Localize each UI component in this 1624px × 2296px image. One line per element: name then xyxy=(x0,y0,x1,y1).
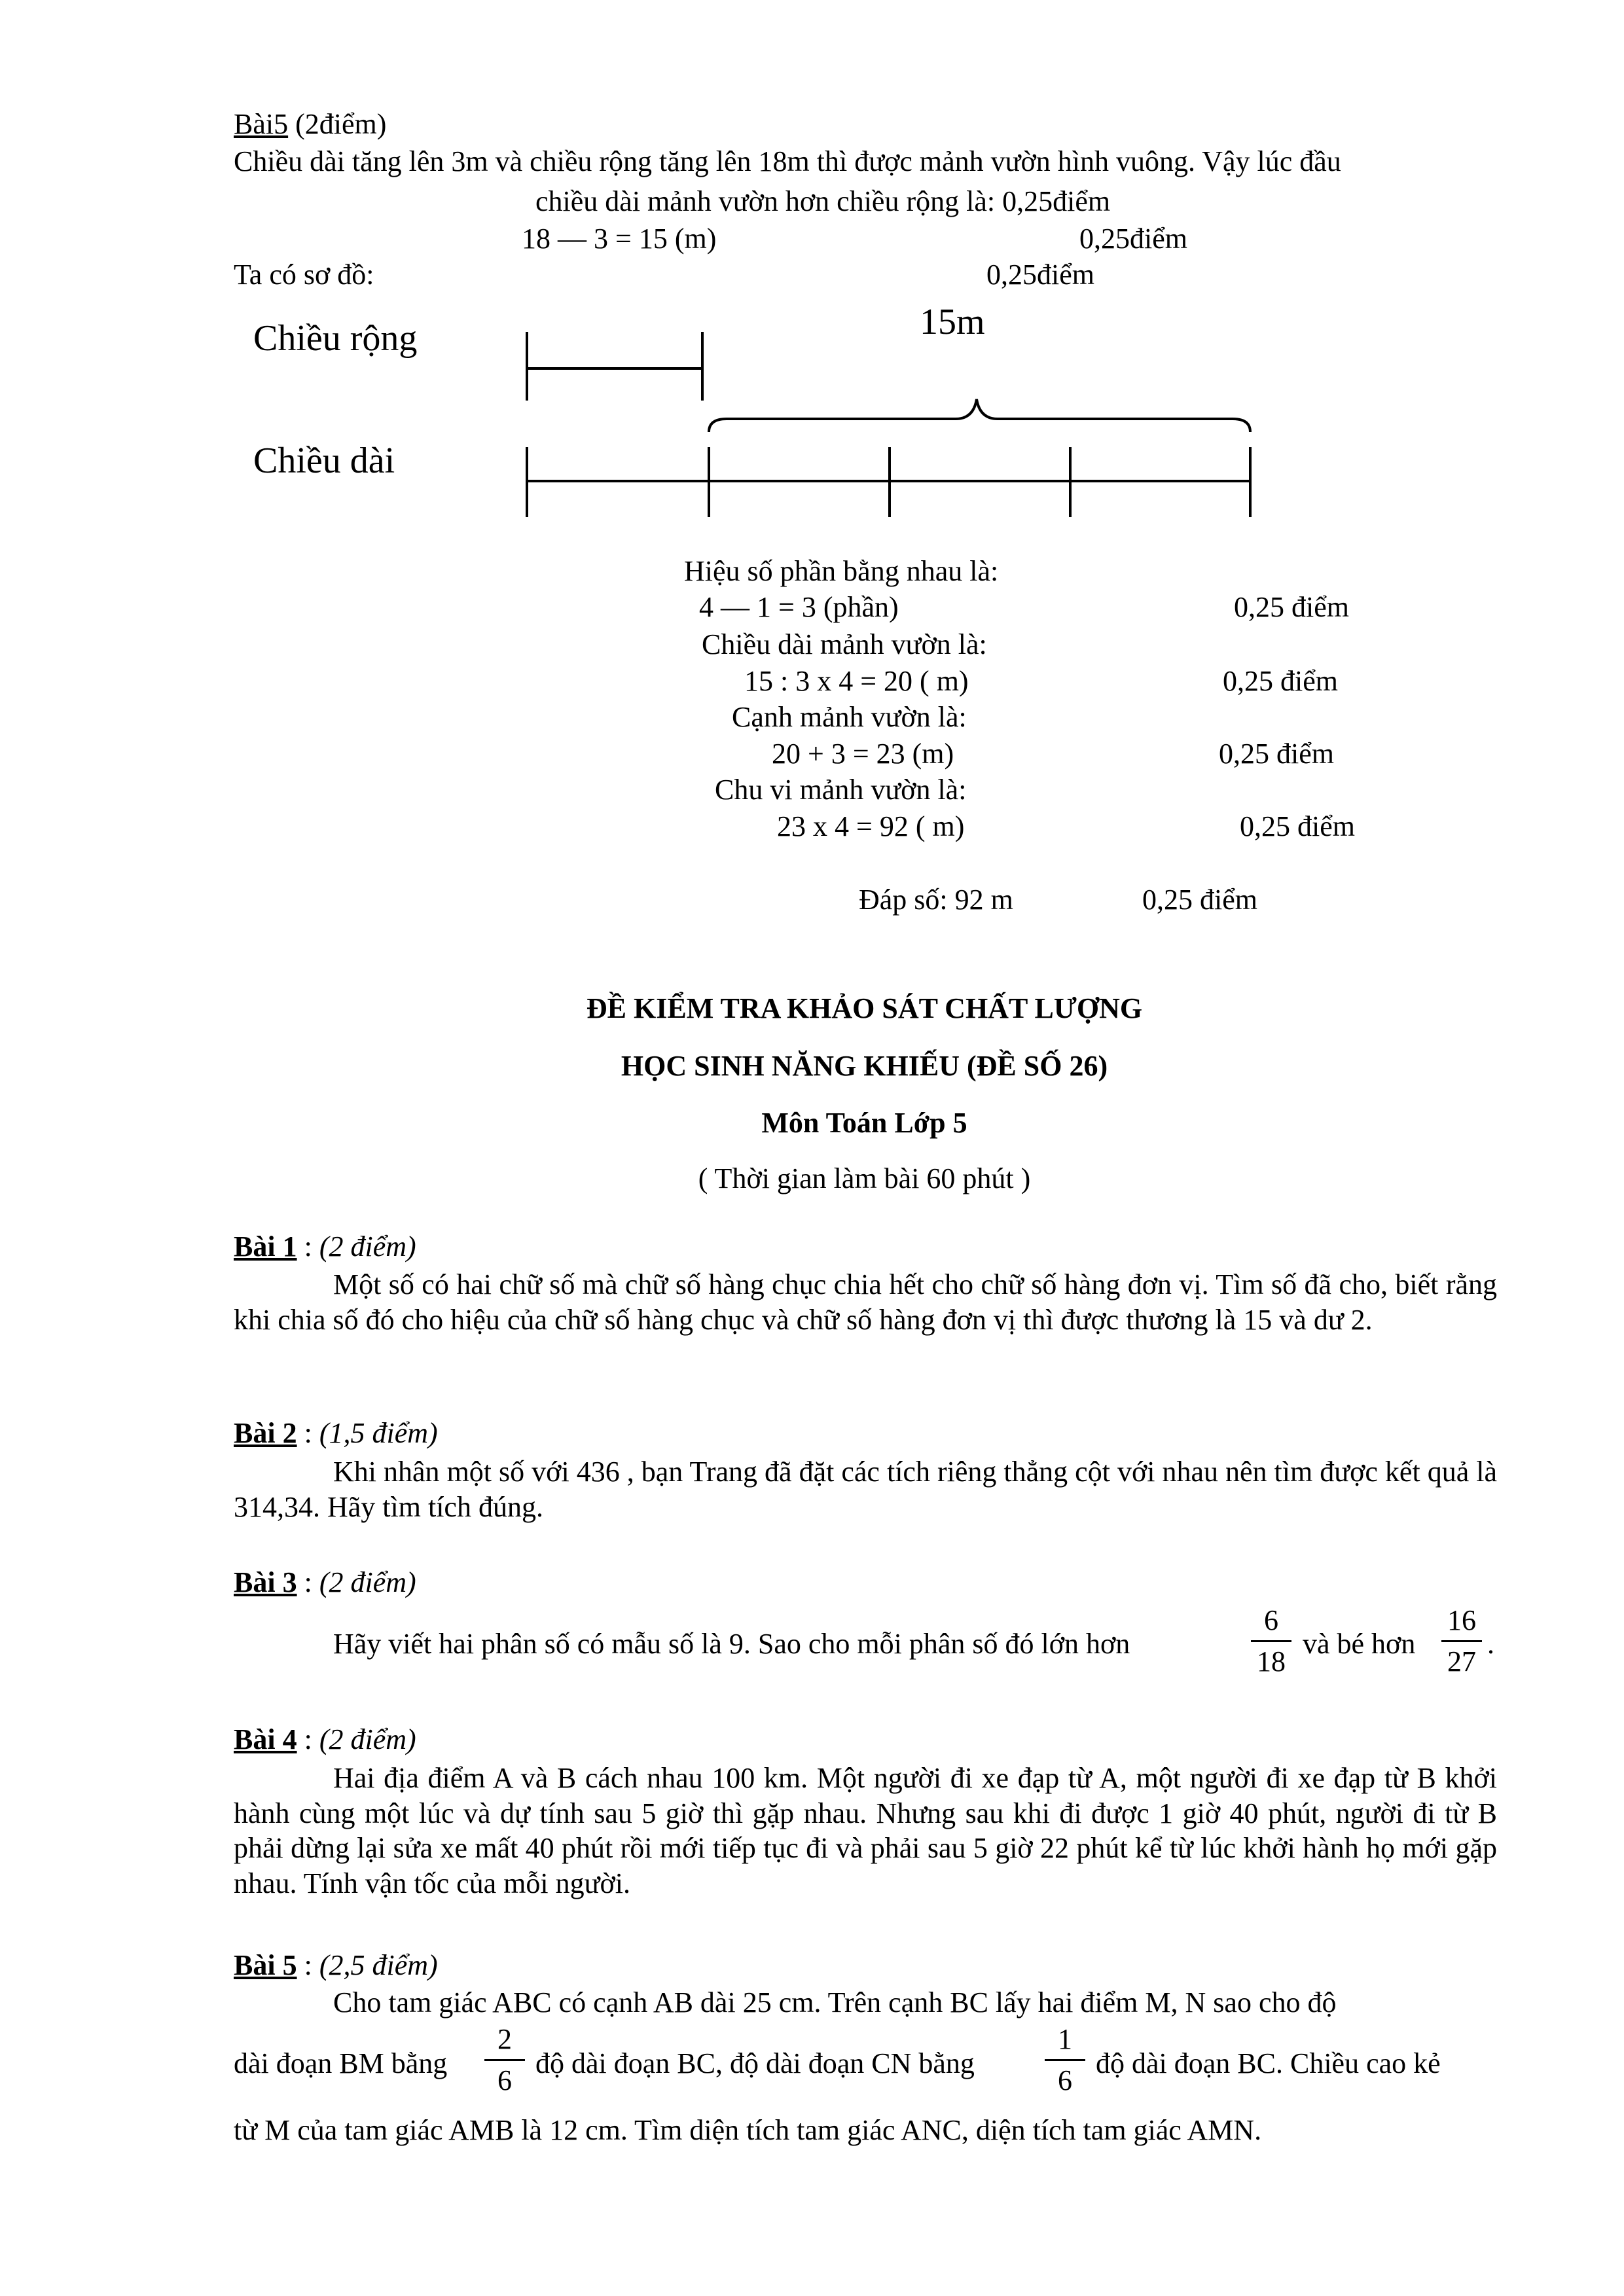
exam-title-1: ĐỀ KIỂM TRA KHẢO SÁT CHẤT LƯỢNG xyxy=(586,992,1143,1024)
exam-subject: Môn Toán Lớp 5 xyxy=(761,1107,967,1139)
step-4-label: Chu vi mảnh vườn là: xyxy=(715,774,967,806)
problem-5-line-1: Cho tam giác ABC có cạnh AB dài 25 cm. Trên cạnh BC lấy hai điểm M, N sao cho độ xyxy=(333,1986,1337,2018)
problem-5-line-3: từ M của tam giác AMB là 12 cm. Tìm diện tích tam giác ANC, diện tích tam giác AMN. xyxy=(234,2114,1262,2146)
problem-5-line-2a: dài đoạn BM bằng xyxy=(234,2047,448,2079)
step-3-points: 0,25 điểm xyxy=(1219,738,1334,770)
problem-1-label: Bài 1 xyxy=(234,1230,297,1263)
problem-4-label: Bài 4 xyxy=(234,1723,297,1755)
problem-3-label: Bài 3 xyxy=(234,1566,297,1598)
problem-5-line-2c: độ dài đoạn BC. Chiều cao kẻ xyxy=(1096,2047,1441,2079)
problem-5-fraction-1 xyxy=(482,2024,528,2097)
problem-2-text: Khi nhân một số với 436 , bạn Trang đã đặt các tích riêng thẳng cột với nhau nên tìm được kết quả là 314,34. Hãy tìm tích đúng. xyxy=(234,1456,1497,1523)
problem-5-frac1-den: 6 xyxy=(497,2064,512,2097)
solution-line-4: Ta có sơ đồ: xyxy=(234,259,374,291)
problem-3-frac2-num: 16 xyxy=(1447,1604,1476,1636)
problem-1-points: (2 điểm) xyxy=(319,1230,416,1263)
problem-1-header: Bài 1 : (2 điểm) xyxy=(234,1230,416,1263)
solution-line-3-calc: 18 — 3 = 15 (m) xyxy=(522,223,717,255)
answer-points: 0,25 điểm xyxy=(1142,884,1257,916)
problem-1-text: Một số có hai chữ số mà chữ số hàng chục chia hết cho chữ số hàng đơn vị. Tìm số đã cho, biết rằng khi chia số đó cho hiệu của chữ số hàng chục và chữ số hàng đơn vị thì được thương là 15 và dư 2. xyxy=(234,1268,1497,1336)
answer: Đáp số: 92 m xyxy=(859,884,1013,916)
problem-3-fraction-1 xyxy=(1248,1605,1294,1678)
problem-3-frac1-num: 6 xyxy=(1264,1604,1278,1636)
problem-5-line-2b: độ dài đoạn BC, độ dài đoạn CN bằng xyxy=(535,2047,975,2079)
problem-4-points: (2 điểm) xyxy=(319,1723,416,1755)
problem-3-header: Bài 3 : (2 điểm) xyxy=(234,1566,416,1598)
diagram-label-width: Chiều rộng xyxy=(253,318,418,359)
problem-4-text: Hai địa điểm A và B cách nhau 100 km. Một người đi xe đạp từ A, một người đi xe đạp từ B khởi hành cùng một lúc và dự tính sau 5 giờ thì gặp nhau. Nhưng sau khi đi được 1 giờ 40 phút, người đi từ B phải dừng lại sửa xe mất 40 phút rồi mới tiếp tục đi và phải sau 5 giờ 22 phút kể từ lúc khởi hành họ mới gặp nhau. Tính vận tốc của mỗi người. xyxy=(234,1762,1497,1900)
problem-3-fraction-2 xyxy=(1439,1605,1485,1678)
problem-5-frac2-num: 1 xyxy=(1058,2023,1072,2055)
step-1-label: Hiệu số phần bằng nhau là: xyxy=(684,555,999,587)
step-1-points: 0,25 điểm xyxy=(1234,591,1349,623)
problem-3-points: (2 điểm) xyxy=(319,1566,416,1598)
solution-heading-label: Bài5 xyxy=(234,108,289,140)
step-3-label: Cạnh mảnh vườn là: xyxy=(732,701,967,733)
solution-line-2: chiều dài mảnh vườn hơn chiều rộng là: 0,25điểm xyxy=(535,185,1111,217)
problem-3-text-c: . xyxy=(1487,1628,1494,1660)
problem-4-header: Bài 4 : (2 điểm) xyxy=(234,1723,416,1755)
solution-heading-points: (2điểm) xyxy=(288,108,387,140)
problem-5-frac1-num: 2 xyxy=(497,2023,512,2055)
problem-5-header: Bài 5 : (2,5 điểm) xyxy=(234,1949,438,1981)
step-1-calc: 4 — 1 = 3 (phần) xyxy=(699,591,899,623)
problem-2-label: Bài 2 xyxy=(234,1417,297,1449)
problem-3-frac2-den: 27 xyxy=(1447,1645,1476,1678)
solution-line-4-points: 0,25điểm xyxy=(986,259,1094,291)
step-2-calc: 15 : 3 x 4 = 20 ( m) xyxy=(744,665,969,697)
exam-time: ( Thời gian làm bài 60 phút ) xyxy=(698,1162,1031,1194)
step-4-points: 0,25 điểm xyxy=(1240,810,1355,842)
problem-3-text-a: Hãy viết hai phân số có mẫu số là 9. Sao cho mỗi phân số đó lớn hơn xyxy=(333,1628,1130,1660)
problem-5-label: Bài 5 xyxy=(234,1949,297,1981)
solution-line-1: Chiều dài tăng lên 3m và chiều rộng tăng lên 18m thì được mảnh vườn hình vuông. Vậy lúc đầu xyxy=(234,145,1341,177)
problem-3-text-b: và bé hơn xyxy=(1303,1628,1416,1660)
problem-3-frac1-den: 18 xyxy=(1257,1645,1286,1678)
exam-title-2: HỌC SINH NĂNG KHIẾU (ĐỀ SỐ 26) xyxy=(621,1050,1108,1082)
step-2-label: Chiều dài mảnh vườn là: xyxy=(702,628,987,660)
problem-5-fraction-2 xyxy=(1042,2024,1088,2097)
step-3-calc: 20 + 3 = 23 (m) xyxy=(772,738,954,770)
difference-brace xyxy=(709,399,1250,432)
diagram-label-length: Chiều dài xyxy=(253,440,395,481)
solution-line-3-points: 0,25điểm xyxy=(1079,223,1187,255)
step-2-points: 0,25 điểm xyxy=(1223,665,1338,697)
step-4-calc: 23 x 4 = 92 ( m) xyxy=(777,810,965,842)
problem-2-header: Bài 2 : (1,5 điểm) xyxy=(234,1417,438,1449)
problem-2-points: (1,5 điểm) xyxy=(319,1417,438,1449)
problem-5-points: (2,5 điểm) xyxy=(319,1949,438,1981)
diagram-brace-label: 15m xyxy=(920,302,985,342)
problem-5-frac2-den: 6 xyxy=(1058,2064,1072,2097)
